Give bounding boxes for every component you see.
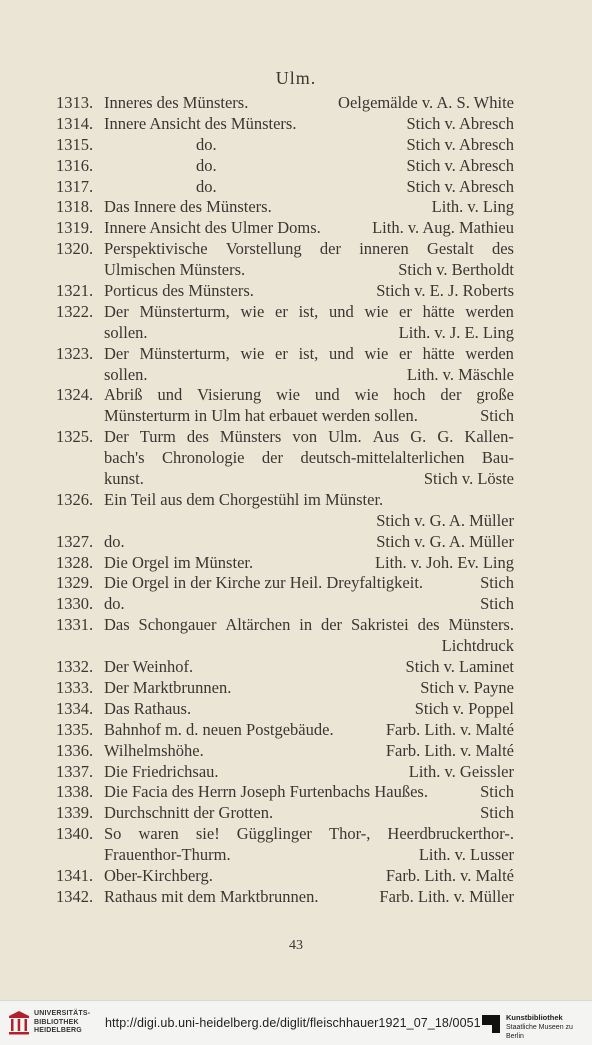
entry-line	[0, 302, 592, 323]
catalog-entry	[0, 114, 592, 135]
catalog-entry	[0, 427, 592, 490]
entry-line	[0, 824, 592, 845]
entry-number: 1342.	[56, 886, 94, 906]
entry-line	[0, 678, 592, 699]
catalog-entry	[0, 302, 592, 344]
entry-line	[0, 323, 592, 344]
catalog-entry	[0, 281, 592, 302]
catalog-entry	[0, 762, 592, 783]
catalog-entry	[0, 887, 592, 908]
entry-title: do.	[196, 134, 217, 154]
entry-number: 1338.	[56, 782, 94, 802]
entry-title: Die Facia des Herrn Joseph Furtenbachs Haußes.	[104, 782, 428, 802]
entry-technique: Stich v. Löste	[423, 469, 514, 489]
catalog-entry	[0, 239, 592, 281]
entry-line	[0, 511, 592, 532]
catalog-entry	[0, 803, 592, 824]
catalog-entry	[0, 490, 592, 532]
entry-line	[0, 281, 592, 302]
entry-title: Innere Ansicht des Ulmer Doms.	[104, 218, 321, 238]
entry-line	[0, 239, 592, 260]
entry-technique: Lith. v. Joh. Ev. Ling	[374, 552, 514, 572]
page-heading: Ulm.	[275, 68, 317, 88]
entry-technique: Farb. Lith. v. Malté	[385, 865, 514, 885]
entry-title: sollen.	[104, 364, 148, 384]
university-library-logo-icon	[6, 1009, 32, 1037]
entry-line	[0, 887, 592, 908]
entry-line	[0, 344, 592, 365]
entry-line	[0, 260, 592, 281]
entry-technique: Stich v. Abresch	[406, 134, 514, 154]
entry-technique: Stich v. E. J. Roberts	[376, 281, 514, 301]
entry-title: Wilhelmshöhe.	[104, 740, 204, 760]
document-url-link[interactable]: http://digi.ub.uni-heidelberg.de/diglit/fleischhauer1921_07_18/0051	[105, 1016, 481, 1030]
entry-title: Das Rathaus.	[104, 698, 192, 718]
entry-number: 1323.	[56, 343, 94, 363]
university-library-name: UNIVERSITÄTS- BIBLIOTHEK HEIDELBERG	[34, 1010, 91, 1034]
entry-technique: Stich v. G. A. Müller	[376, 510, 514, 530]
viewer-footer	[0, 1000, 592, 1045]
entry-line	[0, 573, 592, 594]
entry-line	[0, 448, 592, 469]
entry-number: 1339.	[56, 803, 94, 823]
entry-technique: Stich v. Abresch	[406, 155, 514, 175]
entry-technique: Farb. Lith. v. Malté	[385, 719, 514, 739]
entry-number: 1317.	[56, 176, 94, 196]
entry-technique: Stich v. G. A. Müller	[376, 531, 514, 551]
entry-title: Der Weinhof.	[104, 657, 194, 677]
entry-line	[0, 803, 592, 824]
entry-number: 1322.	[56, 301, 94, 321]
entry-title: Der Turm des Münsters von Ulm. Aus G. G. Kallen-	[104, 427, 514, 447]
entry-number: 1334.	[56, 698, 94, 718]
entry-technique: Stich v. Payne	[420, 677, 514, 697]
entry-technique: Oelgemälde v. A. S. White	[338, 93, 514, 112]
entry-number: 1330.	[56, 594, 94, 614]
entry-number: 1320.	[56, 239, 94, 259]
entry-line	[0, 720, 592, 741]
entry-title: do.	[196, 176, 217, 196]
entry-line	[0, 615, 592, 636]
entry-number: 1341.	[56, 865, 94, 885]
entry-line	[0, 427, 592, 448]
entry-title: Ober-Kirchberg.	[104, 865, 213, 885]
entry-technique: Stich v. Poppel	[414, 698, 514, 718]
entry-technique: Stich	[480, 594, 514, 614]
entry-number: 1316.	[56, 155, 94, 175]
entry-number: 1319.	[56, 218, 94, 238]
entry-title: Ein Teil aus dem Chorgestühl im Münster.	[104, 489, 384, 509]
catalog-entry	[0, 135, 592, 156]
entry-line	[0, 197, 592, 218]
catalog-entry	[0, 177, 592, 198]
entry-technique: Stich	[480, 406, 514, 426]
catalog-entry	[0, 385, 592, 427]
entry-technique: Stich v. Abresch	[406, 113, 514, 133]
page-number: 43	[289, 938, 303, 953]
entry-title: kunst.	[104, 469, 144, 489]
entry-number: 1324.	[56, 385, 94, 405]
entry-number: 1314.	[56, 113, 94, 133]
entry-line	[0, 156, 592, 177]
catalog-entry	[0, 741, 592, 762]
entry-number: 1332.	[56, 657, 94, 677]
entry-title: Der Münsterturm, wie er ist, und wie er hätte werden	[104, 301, 514, 321]
entry-number: 1328.	[56, 552, 94, 572]
entry-title: Der Münsterturm, wie er ist, und wie er hätte werden	[104, 343, 514, 363]
catalog-entry	[0, 699, 592, 720]
entry-number: 1321.	[56, 281, 94, 301]
entry-title: Münsterturm in Ulm hat erbauet werden sollen.	[104, 406, 418, 426]
entry-number: 1335.	[56, 719, 94, 739]
entry-title: do.	[104, 531, 125, 551]
entry-title: Die Orgel in der Kirche zur Heil. Dreyfaltigkeit.	[104, 573, 424, 593]
entry-title: Durchschnitt der Grotten.	[104, 803, 274, 823]
catalog-entry	[0, 573, 592, 594]
entry-line	[0, 177, 592, 198]
entry-line	[0, 93, 592, 114]
entry-title: Das Innere des Münsters.	[104, 197, 272, 217]
entry-technique: Lith. v. Aug. Mathieu	[372, 218, 514, 238]
entry-number: 1336.	[56, 740, 94, 760]
entry-title: bach's Chronologie der deutsch-mittelalterlichen Bau-	[104, 448, 514, 468]
catalog-entry	[0, 782, 592, 803]
entry-technique: Lith. v. Geissler	[408, 761, 514, 781]
entry-title: Innere Ansicht des Münsters.	[104, 113, 297, 133]
entry-line	[0, 553, 592, 574]
entry-line	[0, 490, 592, 511]
entry-line	[0, 469, 592, 490]
catalog-entry	[0, 532, 592, 553]
entry-line	[0, 699, 592, 720]
catalog-entry	[0, 197, 592, 218]
entry-technique: Stich	[480, 573, 514, 593]
entry-line	[0, 845, 592, 866]
entry-technique: Farb. Lith. v. Müller	[379, 886, 514, 906]
entry-title: Ulmischen Münsters.	[104, 260, 246, 280]
entry-line	[0, 365, 592, 386]
entry-technique: Lith. v. Mäschle	[406, 364, 514, 384]
entry-technique: Lith. v. J. E. Ling	[398, 322, 514, 342]
kunstbibliothek-name: Kunstbibliothek Staatliche Museen zu Berlin	[506, 1013, 573, 1040]
entry-number: 1333.	[56, 677, 94, 697]
entry-technique: Lith. v. Ling	[431, 197, 514, 217]
entry-line	[0, 866, 592, 887]
entry-number: 1325.	[56, 427, 94, 447]
catalog-entry	[0, 594, 592, 615]
catalog-entry	[0, 866, 592, 887]
catalog-entry	[0, 657, 592, 678]
entry-title: Das Schongauer Altärchen in der Sakristei des Münsters.	[104, 615, 514, 635]
entry-title: Porticus des Münsters.	[104, 281, 254, 301]
entry-technique: Lichtdruck	[441, 636, 514, 656]
entry-line	[0, 594, 592, 615]
entry-title: do.	[104, 594, 125, 614]
entry-technique: Stich v. Laminet	[405, 657, 514, 677]
entry-technique: Stich	[480, 803, 514, 823]
entry-technique: Stich v. Abresch	[406, 176, 514, 196]
catalog-entry	[0, 720, 592, 741]
entry-number: 1327.	[56, 531, 94, 551]
entry-number: 1326.	[56, 489, 94, 509]
catalog-entry	[0, 218, 592, 239]
catalog-entries	[0, 93, 592, 908]
catalog-entry	[0, 553, 592, 574]
entry-line	[0, 385, 592, 406]
catalog-entry	[0, 156, 592, 177]
catalog-entry	[0, 678, 592, 699]
catalog-entry	[0, 344, 592, 386]
entry-title: Der Marktbrunnen.	[104, 677, 232, 697]
entry-title: sollen.	[104, 322, 148, 342]
entry-line	[0, 135, 592, 156]
entry-line	[0, 218, 592, 239]
entry-line	[0, 636, 592, 657]
entry-title: do.	[196, 155, 217, 175]
entry-title: Perspektivische Vorstellung der inneren Gestalt des	[104, 239, 514, 259]
entry-title: Frauenthor-Thurm.	[104, 845, 231, 865]
entry-line	[0, 782, 592, 803]
entry-line	[0, 114, 592, 135]
entry-title: Die Orgel im Münster.	[104, 552, 254, 572]
entry-technique: Lith. v. Lusser	[418, 845, 514, 865]
entry-technique: Stich v. Bertholdt	[398, 260, 514, 280]
entry-line	[0, 741, 592, 762]
entry-technique: Stich	[480, 782, 514, 802]
catalog-entry	[0, 93, 592, 114]
entry-line	[0, 406, 592, 427]
entry-technique: Farb. Lith. v. Malté	[385, 740, 514, 760]
entry-title: Rathaus mit dem Marktbrunnen.	[104, 886, 319, 906]
entry-line	[0, 532, 592, 553]
entry-title: Abriß und Visierung wie und wie hoch der große	[104, 385, 514, 405]
entry-line	[0, 657, 592, 678]
entry-line	[0, 762, 592, 783]
entry-number: 1340.	[56, 824, 94, 844]
entry-number: 1331.	[56, 615, 94, 635]
entry-title: So waren sie! Gügglinger Thor-, Heerdbruckerthor-.	[104, 824, 514, 844]
entry-title: Inneres des Münsters.	[104, 93, 249, 112]
entry-number: 1318.	[56, 197, 94, 217]
entry-number: 1329.	[56, 573, 94, 593]
entry-title: Bahnhof m. d. neuen Postgebäude.	[104, 719, 334, 739]
entry-title: Die Friedrichsau.	[104, 761, 219, 781]
entry-number: 1337.	[56, 761, 94, 781]
catalog-entry	[0, 824, 592, 866]
catalog-entry	[0, 615, 592, 657]
entry-number: 1315.	[56, 134, 94, 154]
entry-number: 1313.	[56, 93, 94, 112]
kunstbibliothek-logo-icon	[480, 1013, 502, 1035]
